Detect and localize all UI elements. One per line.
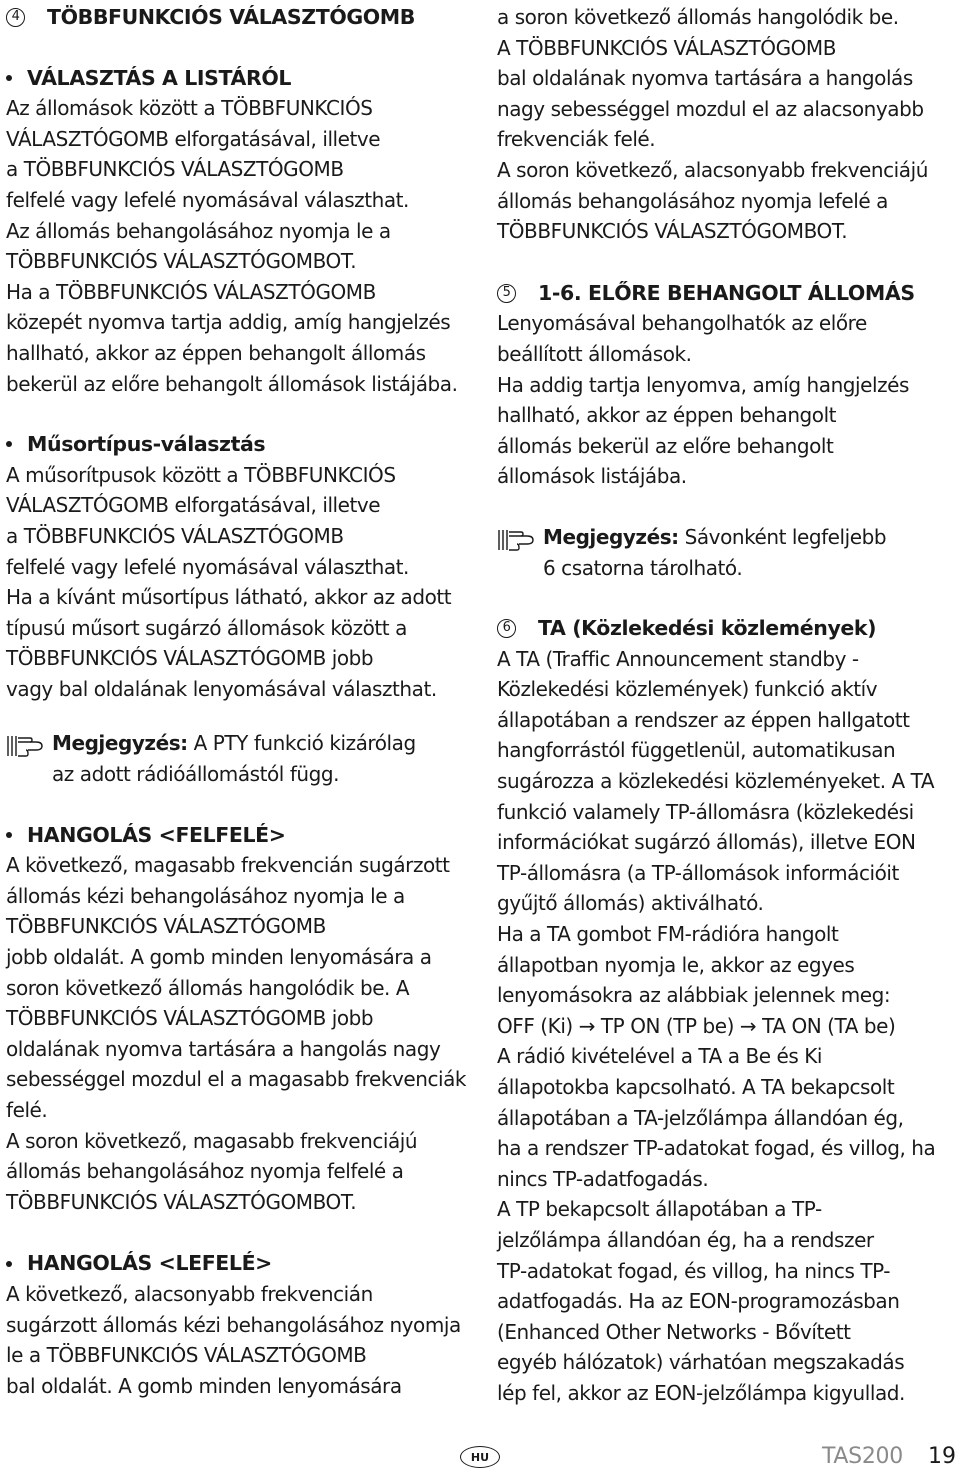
text-line: funkció valamely TP-állomásra (közlekedési <box>497 799 914 824</box>
text-line: jelzőlámpa állandóan ég, ha a rendszer <box>497 1227 874 1252</box>
bullet-dot-icon <box>6 441 12 447</box>
paragraph <box>497 308 957 492</box>
paragraph <box>6 850 468 1217</box>
note-text: 6 csatorna tárolható. <box>543 555 743 580</box>
text-line: a TÖBBFUNKCIÓS VÁLASZTÓGOMB <box>6 523 344 548</box>
bullet-dot-icon <box>6 832 12 838</box>
pointing-hand-icon <box>497 526 537 552</box>
bullet-heading <box>6 429 468 460</box>
section-number-badge: 4 <box>6 8 25 27</box>
text-line: le a TÖBBFUNKCIÓS VÁLASZTÓGOMB <box>6 1343 367 1368</box>
bullet-title: Műsortípus-választás <box>27 432 266 457</box>
text-line: állomás bekerül az előre behangolt <box>497 433 834 458</box>
text-line: felfelé vagy lefelé nyomásával választhat. <box>6 187 409 212</box>
note-block <box>6 728 468 789</box>
text-line: TÖBBFUNKCIÓS VÁLASZTÓGOMBOT. <box>6 249 357 274</box>
text-line: adatfogadás. Ha az EON-programozásban <box>497 1289 900 1314</box>
note-text: az adott rádióállomástól függ. <box>52 762 340 787</box>
section-4-title: TÖBBFUNKCIÓS VÁLASZTÓGOMB <box>47 5 416 29</box>
text-line: A TÖBBFUNKCIÓS VÁLASZTÓGOMB <box>497 35 837 60</box>
text-line: TÖBBFUNKCIÓS VÁLASZTÓGOMB jobb <box>6 1006 374 1031</box>
section-4-heading <box>6 2 468 33</box>
page-footer <box>0 1442 960 1472</box>
text-line: állomások listájába. <box>497 464 687 489</box>
bullet-dot-icon <box>6 75 12 81</box>
text-line: beállított állomások. <box>497 341 692 366</box>
bullet-heading <box>6 820 468 851</box>
bullet-heading <box>6 63 468 94</box>
note-text: Sávonként legfeljebb <box>678 524 887 549</box>
paragraph <box>6 460 468 705</box>
section-5-title: 1-6. ELŐRE BEHANGOLT ÁLLOMÁS <box>538 280 915 305</box>
text-line: bal oldalát. A gomb minden lenyomására <box>6 1373 402 1398</box>
section-6-heading <box>497 613 957 644</box>
text-line: felé. <box>6 1098 48 1122</box>
text-line: oldalának nyomva tartására a hangolás nagy <box>6 1036 441 1061</box>
text-line: nagy sebességgel mozdul el az alacsonyabb <box>497 96 924 121</box>
text-line: sebességgel mozdul el a magasabb frekvenciák <box>6 1067 467 1092</box>
section-number-badge: 6 <box>497 619 516 638</box>
text-line: bal oldalának nyomva tartására a hangolás <box>497 66 913 91</box>
text-line: állomás behangolásához nyomja felfelé a <box>6 1159 404 1184</box>
text-line: A soron következő, magasabb frekvenciájú <box>6 1128 418 1153</box>
text-line: hallható, akkor az éppen behangolt <box>497 403 837 428</box>
text-line: TÖBBFUNKCIÓS VÁLASZTÓGOMBOT. <box>6 1189 357 1214</box>
text-line: A következő, alacsonyabb frekvencián <box>6 1281 373 1306</box>
page-number: 19 <box>928 1444 956 1469</box>
right-column <box>497 0 957 1409</box>
text-line: A TA (Traffic Announcement standby - <box>497 646 859 671</box>
text-line: Közlekedési közlemények) funkció aktív <box>497 677 878 702</box>
text-line: hallható, akkor az éppen behangolt állomás <box>6 340 426 365</box>
text-line: információkat sugárzó állomás), illetve EON <box>497 830 916 855</box>
text-line: közepét nyomva tartja addig, amíg hangjelzés <box>6 310 451 335</box>
pointing-hand-icon <box>6 732 46 758</box>
text-line: TP-adatokat fogad, és villog, ha nincs TP- <box>497 1258 891 1283</box>
bullet-dot-icon <box>6 1261 12 1267</box>
text-line: a soron következő állomás hangolódik be. <box>497 5 899 29</box>
text-line: Ha a kívánt műsortípus látható, akkor az adott <box>6 585 452 610</box>
text-line: állapotban nyomja le, akkor az egyes <box>497 952 855 977</box>
note-text: A PTY funkció kizárólag <box>187 731 416 756</box>
text-line: ha a rendszer TP-adatokat fogad, és villog, ha <box>497 1136 936 1161</box>
text-line: A TP bekapcsolt állapotában a TP- <box>497 1197 822 1222</box>
text-line: típusú műsort sugárzó állomások között a <box>6 615 407 640</box>
bullet-title: HANGOLÁS <FELFELÉ> <box>27 822 286 847</box>
text-line: VÁLASZTÓGOMB elforgatásával, illetve <box>6 126 381 151</box>
bullet-heading <box>6 1248 468 1279</box>
text-line: Az állomás behangolásához nyomja le a <box>6 218 391 243</box>
text-line: lép fel, akkor az EON-jelzőlámpa kigyullad. <box>497 1380 905 1405</box>
text-line: A soron következő, alacsonyabb frekvenciájú <box>497 157 928 182</box>
text-line: TP-állomásra (a TP-állomások információit <box>497 860 899 885</box>
text-line: sugározza a közlekedési közleményeket. A TA <box>497 769 935 794</box>
section-6-title: TA (Közlekedési közlemények) <box>538 616 877 641</box>
text-line: hangforrástól függetlenül, automatikusan <box>497 738 896 763</box>
text-line: állapotában a rendszer az éppen hallgatott <box>497 707 910 732</box>
text-line: (Enhanced Other Networks - Bővített <box>497 1319 851 1344</box>
text-line: állomás behangolásához nyomja lefelé a <box>497 188 888 213</box>
text-line: lenyomásokra az alábbiak jelennek meg: <box>497 983 891 1008</box>
text-line: OFF (Ki) → TP ON (TP be) → TA ON (TA be) <box>497 1013 896 1038</box>
section-5-heading <box>497 278 957 309</box>
bullet-title: VÁLASZTÁS A LISTÁRÓL <box>27 65 292 90</box>
text-line: TÖBBFUNKCIÓS VÁLASZTÓGOMBOT. <box>497 219 848 244</box>
text-line: A rádió kivételével a TA a Be és Ki <box>497 1044 823 1069</box>
paragraph <box>6 1279 468 1401</box>
text-line: TÖBBFUNKCIÓS VÁLASZTÓGOMB <box>6 914 326 939</box>
note-block <box>497 522 957 583</box>
paragraph <box>497 644 957 1409</box>
text-line: Az állomások között a TÖBBFUNKCIÓS <box>6 96 373 121</box>
text-line: felfelé vagy lefelé nyomásával választhat. <box>6 554 409 579</box>
text-line: VÁLASZTÓGOMB elforgatásával, illetve <box>6 493 381 518</box>
language-badge: HU <box>460 1446 500 1468</box>
text-line: A következő, magasabb frekvencián sugárzott <box>6 853 450 878</box>
left-column <box>6 0 468 1401</box>
bullet-title: HANGOLÁS <LEFELÉ> <box>27 1251 272 1276</box>
text-line: Ha addig tartja lenyomva, amíg hangjelzés <box>497 372 909 397</box>
text-line: frekvenciák felé. <box>497 127 656 152</box>
text-line: a TÖBBFUNKCIÓS VÁLASZTÓGOMB <box>6 157 344 182</box>
text-line: bekerül az előre behangolt állomások listájába. <box>6 371 458 396</box>
model-name: TAS200 <box>822 1444 903 1469</box>
text-line: sugárzott állomás kézi behangolásához nyomja <box>6 1312 461 1337</box>
text-line: egyéb hálózatok) várhatóan megszakadás <box>497 1350 905 1375</box>
text-line: Ha a TA gombot FM-rádióra hangolt <box>497 922 839 947</box>
text-line: nincs TP-adatfogadás. <box>497 1166 709 1191</box>
text-line: állapotokba kapcsolható. A TA bekapcsolt <box>497 1075 895 1099</box>
text-line: Lenyomásával behangolhatók az előre <box>497 311 867 336</box>
text-line: Ha a TÖBBFUNKCIÓS VÁLASZTÓGOMB <box>6 279 376 304</box>
text-line: vagy bal oldalának lenyomásával választhat. <box>6 676 437 701</box>
paragraph <box>6 93 468 399</box>
text-line: A műsorítpusok között a TÖBBFUNKCIÓS <box>6 462 396 487</box>
note-label: Megjegyzés: <box>543 524 679 549</box>
section-number-badge: 5 <box>497 284 516 303</box>
text-line: soron következő állomás hangolódik be. A <box>6 975 410 1000</box>
text-line: TÖBBFUNKCIÓS VÁLASZTÓGOMB jobb <box>6 646 374 671</box>
text-line: jobb oldalát. A gomb minden lenyomására a <box>6 945 432 970</box>
paragraph <box>497 2 957 247</box>
text-line: gyűjtő állomás) aktiválható. <box>497 891 764 916</box>
note-label: Megjegyzés: <box>52 731 188 756</box>
text-line: állomás kézi behangolásához nyomja le a <box>6 883 405 908</box>
text-line: állapotában a TA-jelzőlámpa állandóan ég, <box>497 1105 904 1130</box>
